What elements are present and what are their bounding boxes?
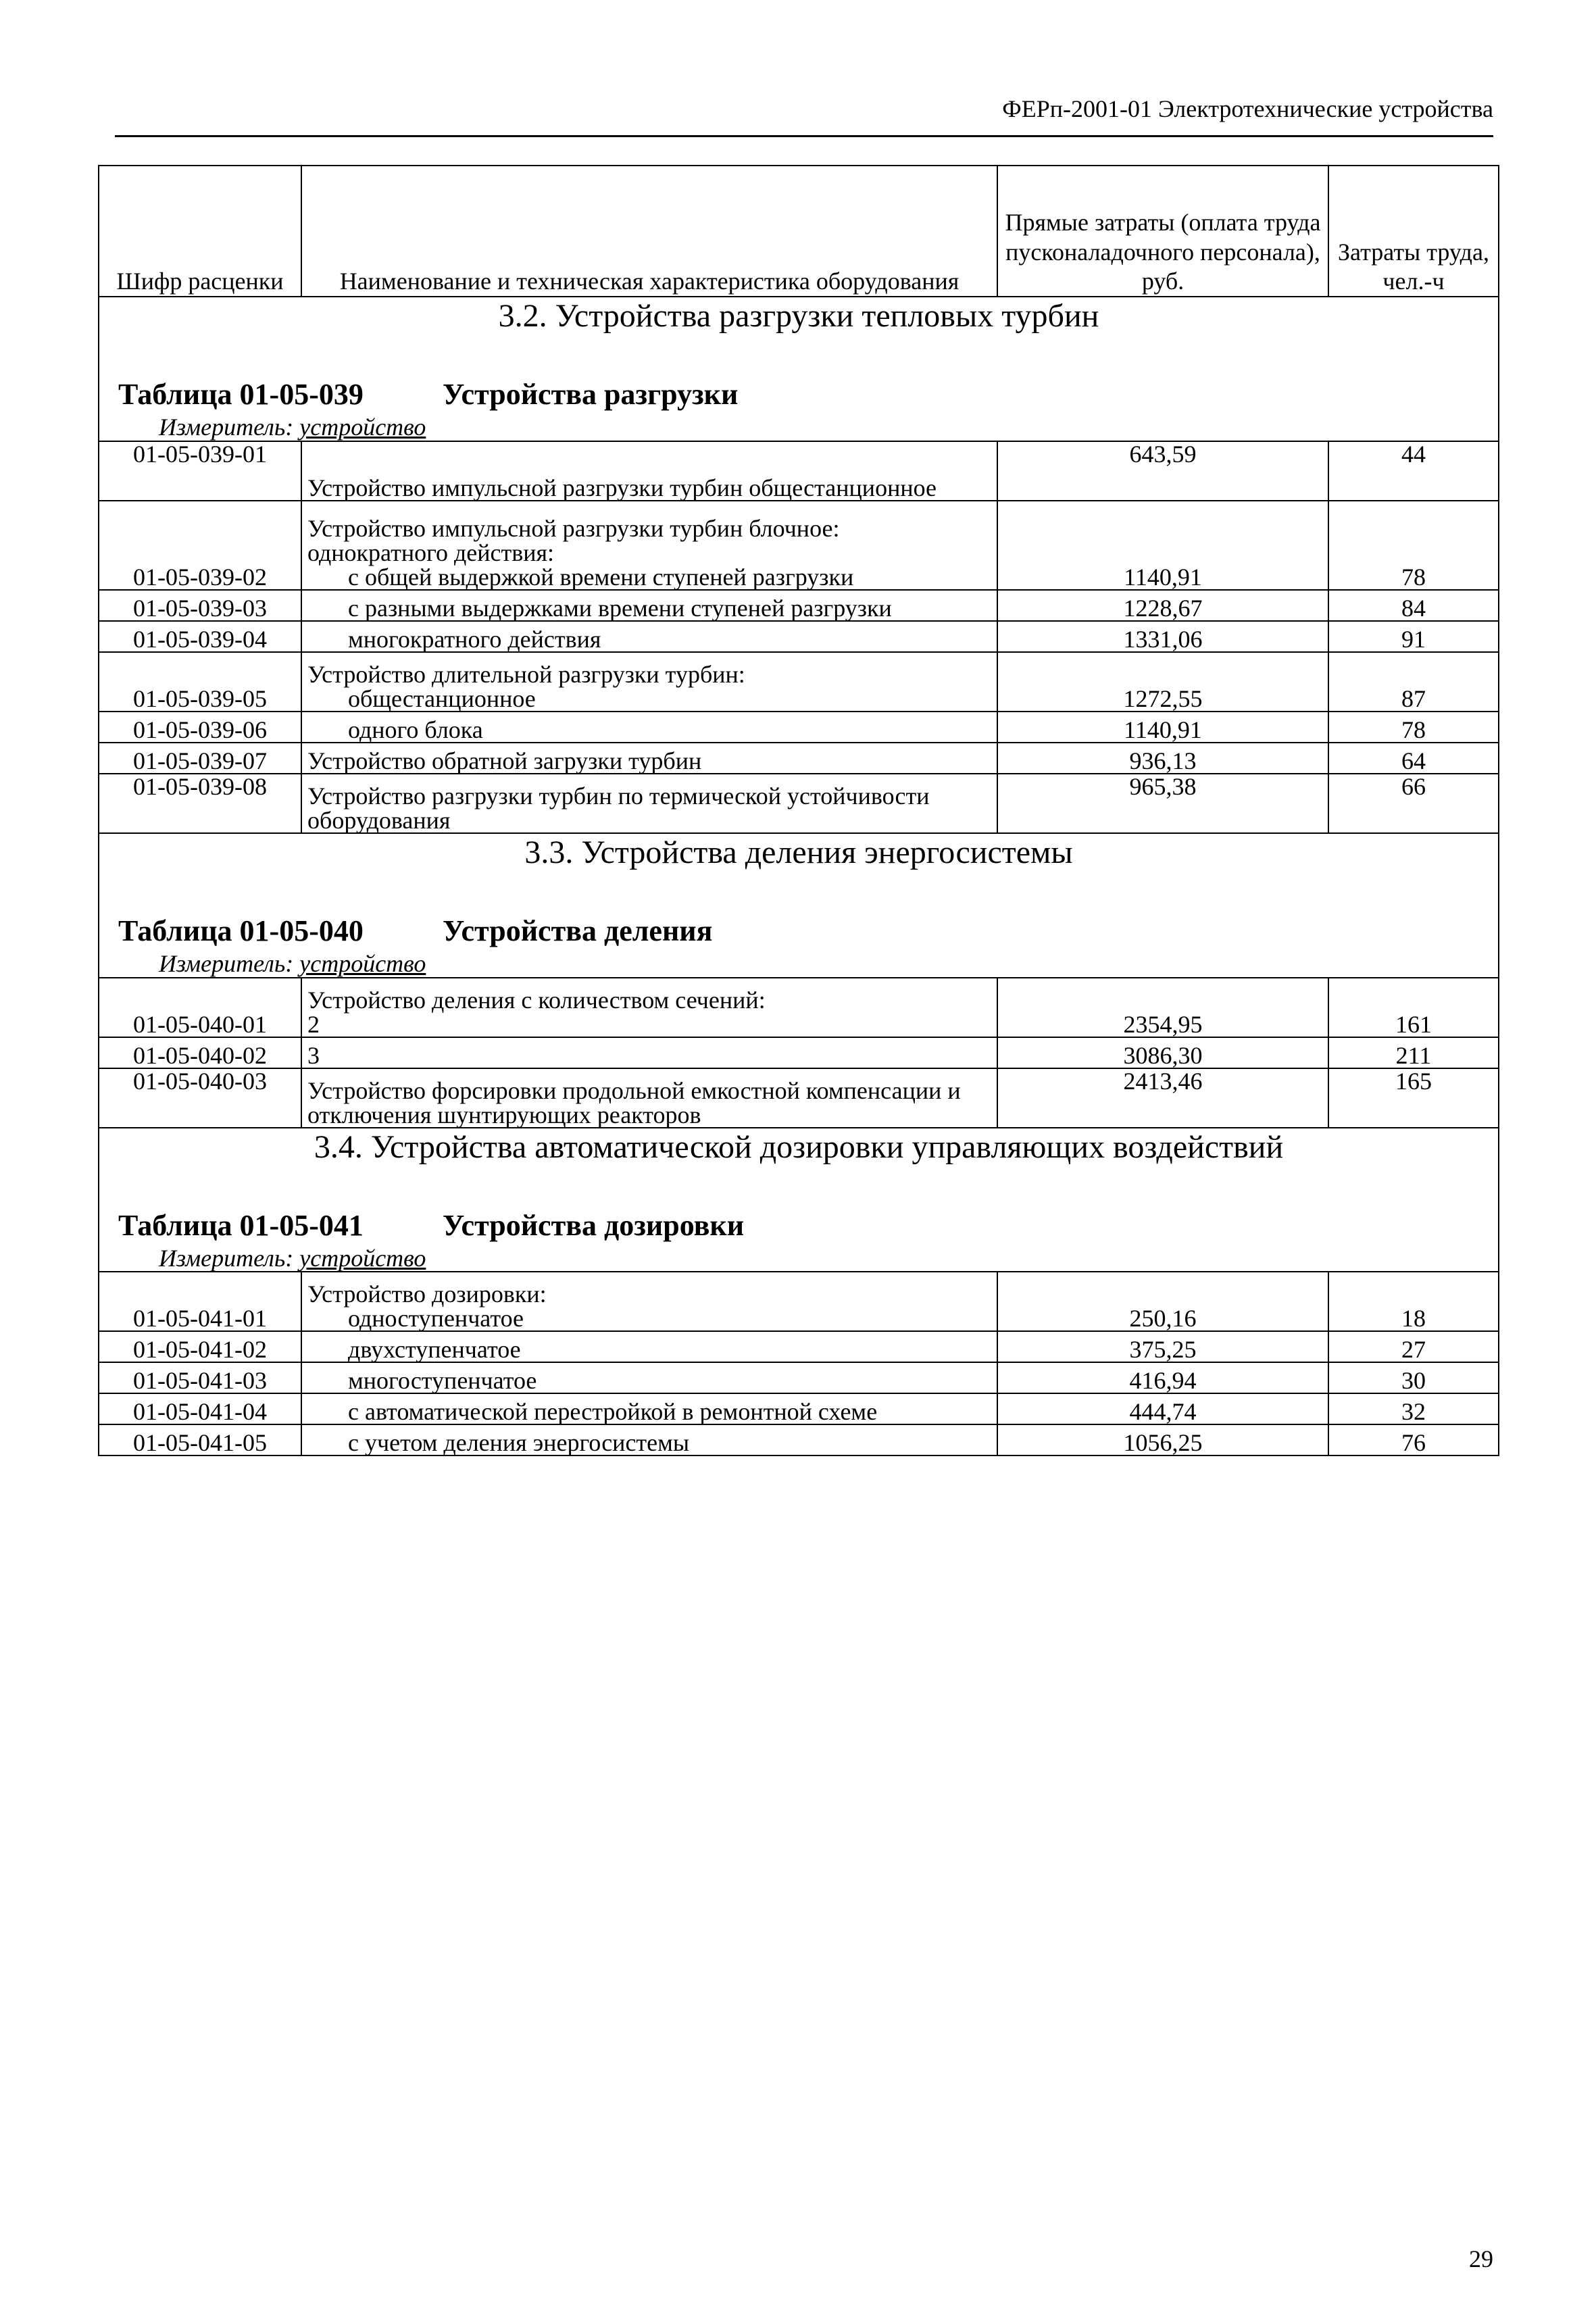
direct-cost: 3086,30 [997, 1037, 1328, 1068]
section-title: 3.2. Устройства разгрузки тепловых турбин [498, 298, 1099, 334]
rate-code: 01-05-039-02 [99, 501, 301, 590]
table-row [99, 621, 1499, 652]
group-heading: Устройство деления с количеством сечений: [307, 986, 766, 1014]
item-name: одного блока [348, 716, 483, 743]
meter-value: устройство [299, 414, 426, 441]
item-name-cell [301, 1362, 997, 1393]
table-title [105, 380, 1493, 409]
table-row [99, 774, 1499, 833]
norms-document [98, 165, 1498, 1456]
direct-cost: 1228,67 [997, 590, 1328, 621]
norms-table [98, 165, 1499, 1456]
running-head: ФЕРп-2001-01 Электротехнические устройства [1002, 95, 1493, 122]
meter-label: Измеритель: [159, 414, 294, 441]
item-name-cell [301, 978, 997, 1037]
labor-cost: 165 [1328, 1068, 1499, 1128]
table-row [99, 1272, 1499, 1331]
rate-code: 01-05-041-01 [99, 1272, 301, 1331]
item-name: Устройство импульсной разгрузки турбин общестанционное [301, 441, 997, 501]
item-name: с общей выдержкой времени ступеней разгрузки [348, 563, 854, 591]
meter-line [105, 951, 1493, 977]
labor-cost: 76 [1328, 1424, 1499, 1455]
direct-cost: 1056,25 [997, 1424, 1328, 1455]
direct-cost: 965,38 [997, 774, 1328, 833]
labor-cost: 44 [1328, 441, 1499, 501]
rate-code: 01-05-039-06 [99, 712, 301, 743]
table-name: Устройства разгрузки [443, 378, 739, 411]
direct-cost: 2354,95 [997, 978, 1328, 1037]
meter-label: Измеритель: [159, 1244, 294, 1272]
section-banner-row [99, 297, 1499, 441]
item-name: с учетом деления энергосистемы [348, 1429, 690, 1457]
table-row [99, 1424, 1499, 1455]
item-name-cell [301, 652, 997, 712]
item-name: 2 [307, 1010, 320, 1038]
item-name-cell [301, 1272, 997, 1331]
table-row [99, 652, 1499, 712]
column-header-code: Шифр расценки [99, 166, 301, 297]
table-number: Таблица 01-05-039 [118, 378, 364, 411]
direct-cost: 1140,91 [997, 712, 1328, 743]
direct-cost: 416,94 [997, 1362, 1328, 1393]
section-banner-row [99, 1128, 1499, 1272]
item-name-cell [301, 1393, 997, 1424]
item-name: многократного действия [348, 625, 601, 653]
column-header-row [99, 166, 1499, 297]
item-name: общестанционное [348, 684, 536, 712]
labor-cost: 91 [1328, 621, 1499, 652]
item-name: одноступенчатое [348, 1305, 524, 1333]
item-name-cell [301, 621, 997, 652]
direct-cost: 444,74 [997, 1393, 1328, 1424]
table-number: Таблица 01-05-040 [118, 914, 364, 947]
labor-cost: 27 [1328, 1331, 1499, 1362]
item-name: 3 [307, 1041, 320, 1069]
section-banner-row [99, 833, 1499, 978]
table-row [99, 743, 1499, 774]
item-name-cell [301, 712, 997, 743]
table-row [99, 978, 1499, 1037]
rate-code: 01-05-041-04 [99, 1393, 301, 1424]
item-name-cell [301, 590, 997, 621]
column-header-labor: Затраты труда, чел.-ч [1328, 166, 1499, 297]
labor-cost: 78 [1328, 712, 1499, 743]
table-row [99, 1331, 1499, 1362]
rate-code: 01-05-039-01 [99, 441, 301, 501]
labor-cost: 30 [1328, 1362, 1499, 1393]
direct-cost: 375,25 [997, 1331, 1328, 1362]
table-row [99, 1362, 1499, 1393]
column-header-name: Наименование и техническая характеристика оборудования [301, 166, 997, 297]
item-name: с автоматической перестройкой в ремонтной схеме [348, 1398, 878, 1426]
labor-cost: 64 [1328, 743, 1499, 774]
group-heading: Устройство импульсной разгрузки турбин блочное: [307, 514, 840, 542]
table-row [99, 441, 1499, 501]
labor-cost: 18 [1328, 1272, 1499, 1331]
item-name: Устройство обратной загрузки турбин [301, 743, 997, 774]
item-name-cell [301, 1037, 997, 1068]
item-name: с разными выдержками времени ступеней разгрузки [348, 594, 892, 622]
labor-cost: 161 [1328, 978, 1499, 1037]
meter-value: устройство [299, 949, 426, 977]
labor-cost: 87 [1328, 652, 1499, 712]
direct-cost: 250,16 [997, 1272, 1328, 1331]
group-heading: Устройство дозировки: [307, 1280, 547, 1308]
table-row [99, 1037, 1499, 1068]
rate-code: 01-05-039-08 [99, 774, 301, 833]
item-name: многоступенчатое [348, 1367, 537, 1395]
direct-cost: 1331,06 [997, 621, 1328, 652]
direct-cost: 936,13 [997, 743, 1328, 774]
labor-cost: 32 [1328, 1393, 1499, 1424]
meter-line [105, 1246, 1493, 1272]
item-name: Устройство разгрузки турбин по термической устойчивости оборудования [301, 774, 997, 833]
item-name-cell [301, 501, 997, 590]
direct-cost: 1140,91 [997, 501, 1328, 590]
table-name: Устройства дозировки [443, 1208, 745, 1242]
header-rule [115, 135, 1493, 137]
section-title: 3.3. Устройства деления энергосистемы [524, 834, 1073, 870]
labor-cost: 66 [1328, 774, 1499, 833]
item-name-cell [301, 1331, 997, 1362]
rate-code: 01-05-039-04 [99, 621, 301, 652]
section-banner [99, 833, 1499, 978]
section-banner [99, 297, 1499, 441]
column-header-price: Прямые затраты (оплата труда пусконаладочного персонала), руб. [997, 166, 1328, 297]
rate-code: 01-05-039-03 [99, 590, 301, 621]
section-banner [99, 1128, 1499, 1272]
labor-cost: 78 [1328, 501, 1499, 590]
meter-value: устройство [299, 1244, 426, 1272]
table-row [99, 1393, 1499, 1424]
table-row [99, 590, 1499, 621]
item-name: двухступенчатое [348, 1336, 521, 1364]
table-title [105, 916, 1493, 946]
page-number: 29 [1469, 2245, 1493, 2272]
section-title: 3.4. Устройства автоматической дозировки управляющих воздействий [314, 1128, 1284, 1165]
table-row [99, 1068, 1499, 1128]
table-title [105, 1208, 1493, 1242]
group-heading: Устройство длительной разгрузки турбин: [307, 660, 745, 688]
table-row [99, 501, 1499, 590]
item-name-cell [301, 1424, 997, 1455]
direct-cost: 2413,46 [997, 1068, 1328, 1128]
rate-code: 01-05-041-05 [99, 1424, 301, 1455]
direct-cost: 643,59 [997, 441, 1328, 501]
group-subheading: однократного действия: [307, 539, 555, 566]
meter-label: Измеритель: [159, 949, 294, 977]
rate-code: 01-05-040-01 [99, 978, 301, 1037]
table-row [99, 712, 1499, 743]
table-name: Устройства деления [443, 914, 713, 947]
direct-cost: 1272,55 [997, 652, 1328, 712]
meter-line [105, 415, 1493, 441]
labor-cost: 84 [1328, 590, 1499, 621]
rate-code: 01-05-039-05 [99, 652, 301, 712]
item-name: Устройство форсировки продольной емкостной компенсации и отключения шунтирующих реакторов [301, 1068, 997, 1128]
table-number: Таблица 01-05-041 [118, 1208, 364, 1242]
rate-code: 01-05-039-07 [99, 743, 301, 774]
rate-code: 01-05-040-02 [99, 1037, 301, 1068]
rate-code: 01-05-041-03 [99, 1362, 301, 1393]
rate-code: 01-05-040-03 [99, 1068, 301, 1128]
rate-code: 01-05-041-02 [99, 1331, 301, 1362]
labor-cost: 211 [1328, 1037, 1499, 1068]
